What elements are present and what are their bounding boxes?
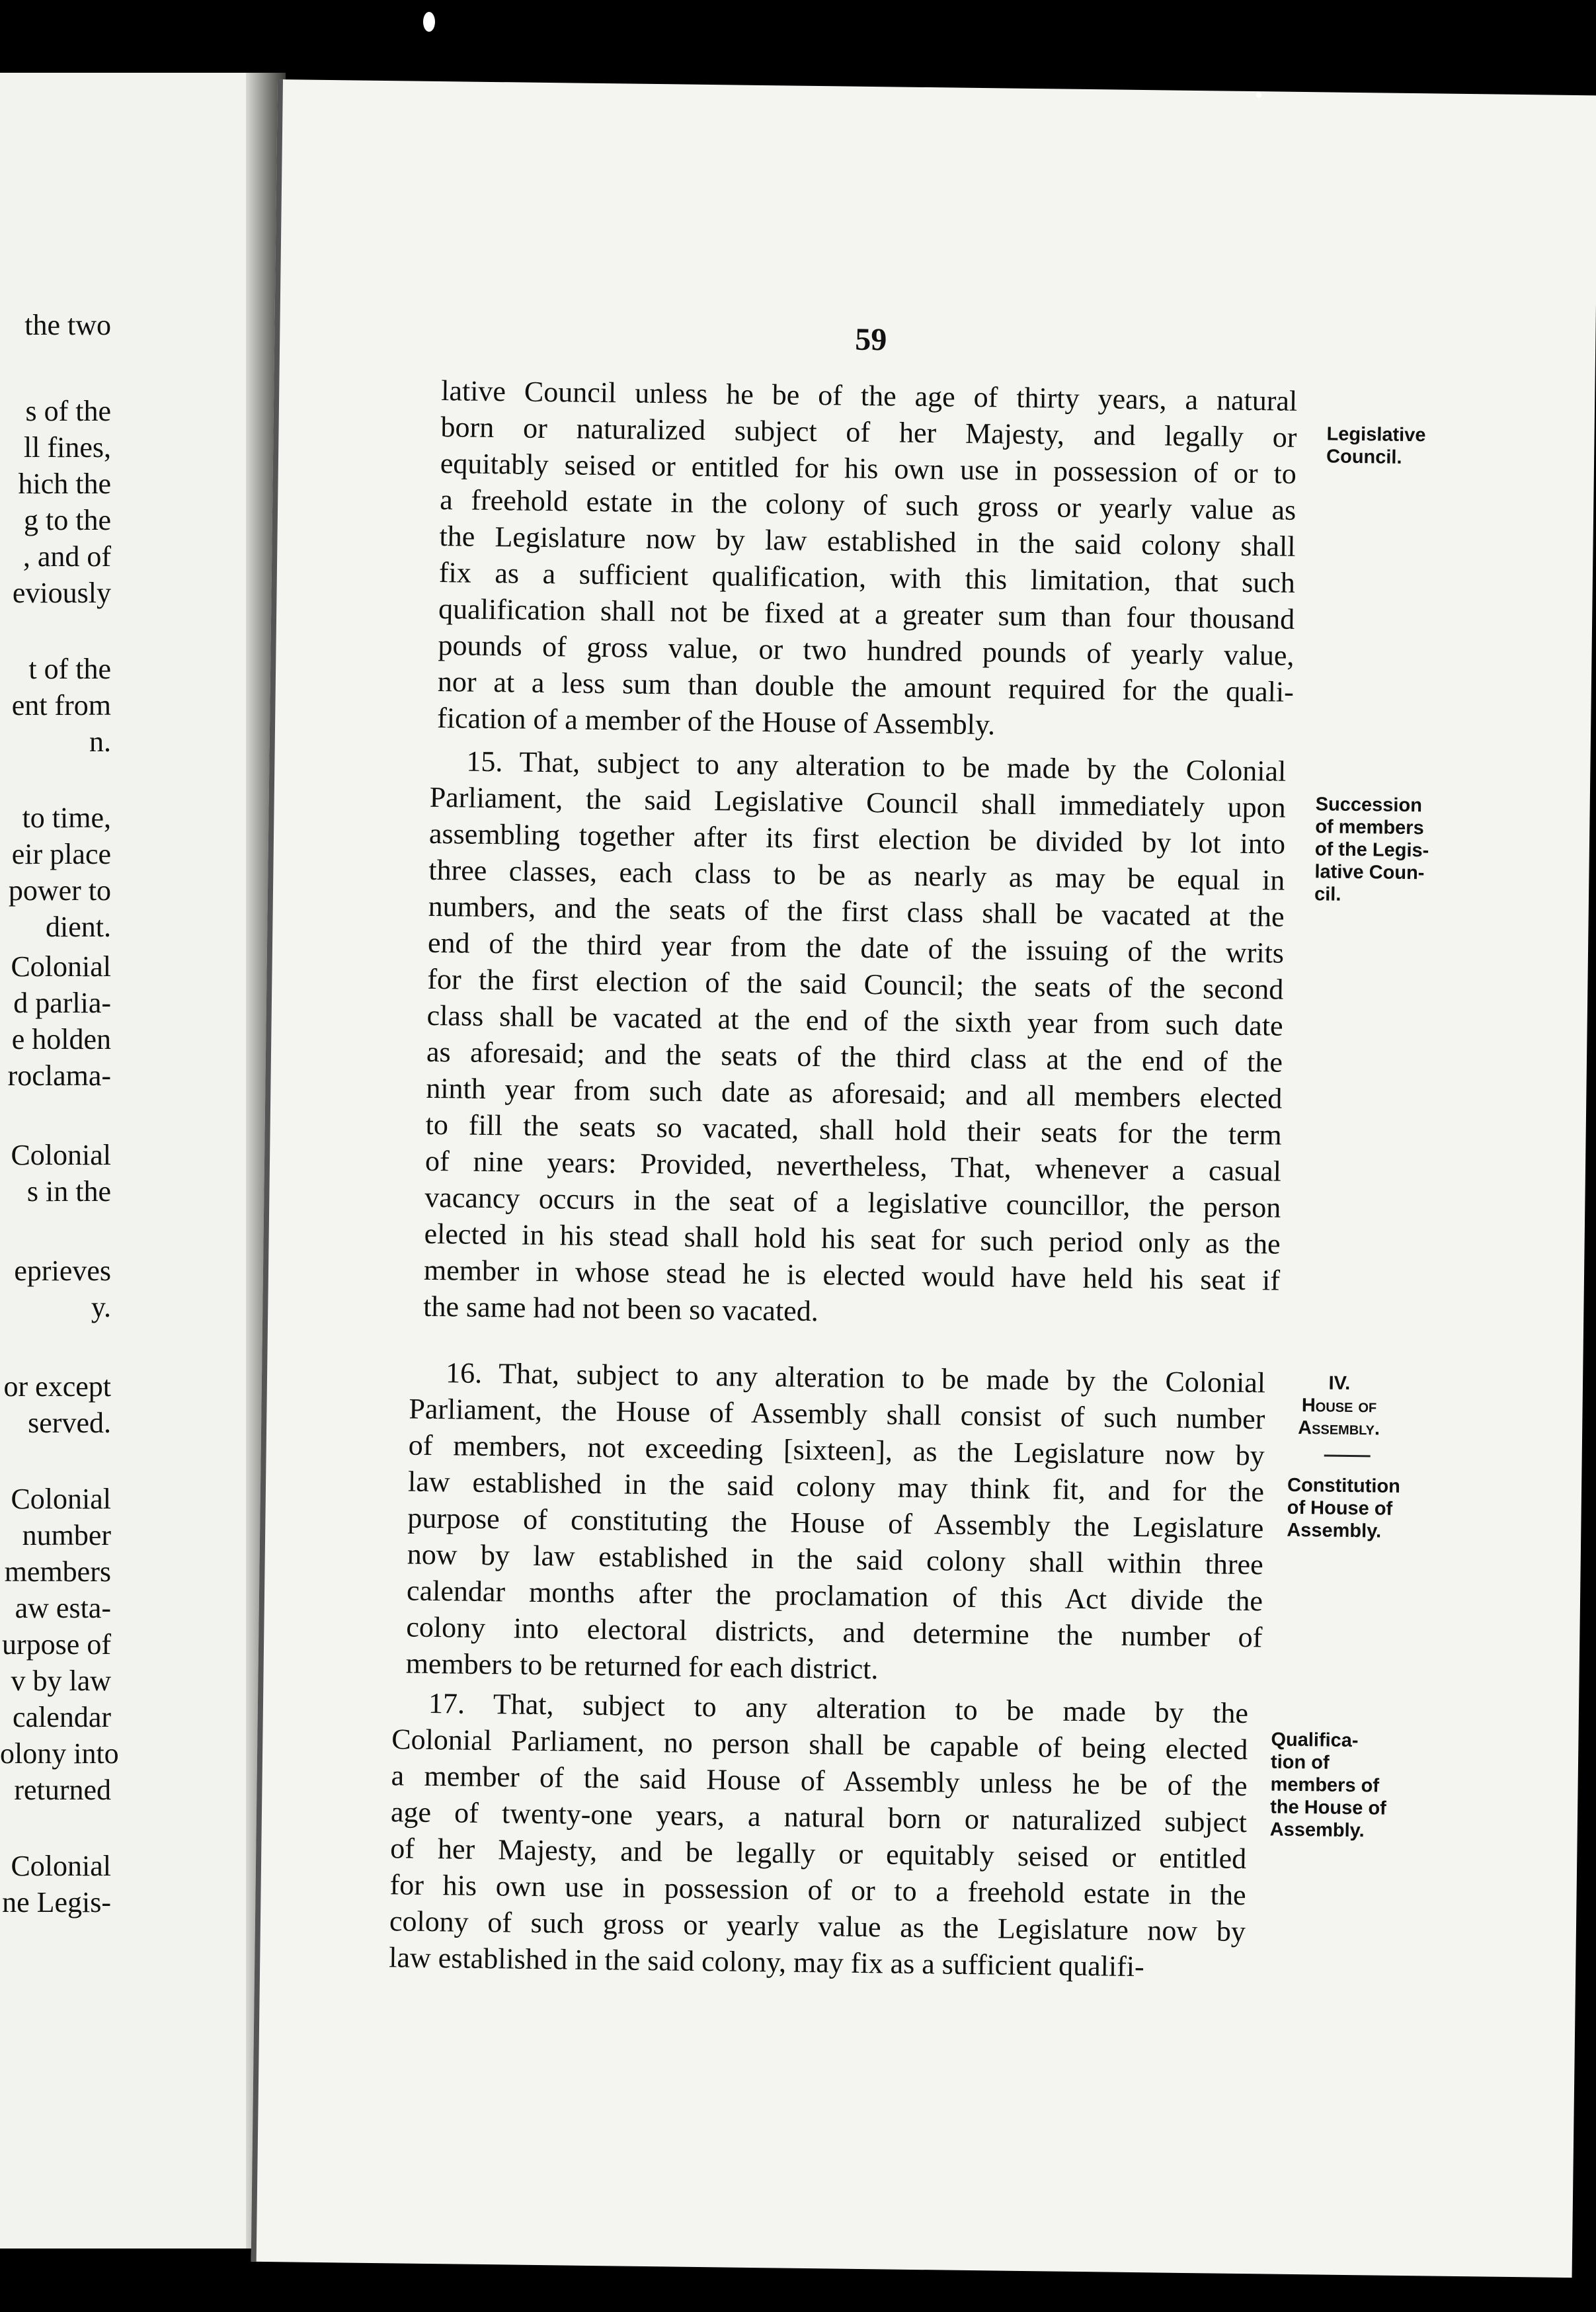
left-page-line: roclama- — [7, 1059, 111, 1092]
left-page-line: Colonial — [11, 950, 111, 983]
left-page-line: Colonial — [11, 1139, 111, 1171]
left-page-line: power to — [8, 874, 111, 907]
left-page-line: Colonial — [11, 1483, 111, 1515]
margin-note-constitution — [1287, 1474, 1400, 1543]
left-page-line: , and of — [22, 540, 111, 573]
margin-note-line: Succession — [1315, 794, 1423, 817]
text-line: the Legislature now by law established in the said colony shall — [439, 520, 1296, 563]
left-page-line: or except — [3, 1370, 111, 1403]
right-page — [251, 79, 1596, 2278]
left-page — [0, 73, 278, 2249]
page-number: 59 — [854, 321, 887, 358]
text-line: of members, not exceeding [sixteen], as the Legislature now by — [408, 1428, 1265, 1472]
scan-speck — [423, 12, 435, 32]
margin-note-line: Constitution — [1287, 1474, 1401, 1497]
margin-note-line: Assembly. — [1298, 1417, 1380, 1440]
text-line: a freehold estate in the colony of such gross or yearly value as — [439, 483, 1297, 526]
paragraph-16 — [405, 1354, 1265, 1692]
margin-note-line: Qualifica- — [1271, 1729, 1359, 1752]
text-line: a member of the said House of Assembly unless he be of the — [391, 1759, 1248, 1803]
text-line: assembling together after its first election be divided by lot into — [428, 817, 1286, 860]
margin-note-qualification — [1270, 1729, 1388, 1842]
text-line: 15. That, subject to any alteration to be made by the Colonial — [466, 745, 1287, 788]
text-line: pounds of gross value, or two hundred pounds of yearly value, — [438, 629, 1295, 672]
left-page-line: returned — [14, 1774, 111, 1806]
margin-note-line: tion of — [1270, 1751, 1330, 1774]
margin-note-divider — [1324, 1454, 1371, 1457]
margin-note-line: the House of — [1269, 1796, 1387, 1819]
text-line: now by law established in the said colony shall within three — [407, 1538, 1263, 1581]
left-page-line: aw esta- — [15, 1592, 111, 1624]
paragraph-14-continued — [437, 372, 1298, 747]
scan-speck — [1256, 93, 1261, 98]
left-page-line: v by law — [11, 1665, 111, 1697]
text-line: colony into electoral districts, and determine the number of — [406, 1610, 1263, 1654]
text-line: members to be returned for each district. — [405, 1647, 879, 1686]
text-line: lative Council unless he be of the age of thirty years, a natural — [440, 374, 1298, 417]
text-line: born or naturalized subject of her Majesty, and legally or — [440, 411, 1297, 454]
left-page-line: urpose of — [2, 1628, 111, 1661]
margin-note-line: House of — [1301, 1395, 1377, 1417]
text-line: Colonial Parliament, no person shall be capable of being elected — [391, 1723, 1248, 1766]
left-page-line: eviously — [12, 577, 111, 609]
left-page-line: eprieves — [14, 1255, 111, 1287]
text-line: numbers, and the seats of the first class shall be vacated at the — [428, 889, 1285, 933]
text-line: 16. That, subject to any alteration to be made by the Colonial — [445, 1356, 1266, 1399]
left-page-line: ll fines, — [24, 431, 111, 464]
left-page-line: hich the — [18, 468, 111, 500]
left-page-line: eir place — [11, 838, 111, 870]
text-line: 17. That, subject to any alteration to be made by the — [428, 1686, 1249, 1730]
text-line: Parliament, the House of Assembly shall consist of such number — [409, 1392, 1265, 1436]
left-page-line: g to the — [24, 504, 111, 536]
left-page-line: ne Legis- — [2, 1886, 111, 1919]
margin-note-line: of members — [1315, 816, 1424, 839]
margin-note-line: IV. — [1328, 1372, 1351, 1394]
text-line: qualification shall not be fixed at a greater sum than four thousand — [438, 593, 1295, 636]
left-page-line: t of the — [28, 653, 111, 685]
text-line: nor at a less sum than double the amount required for the quali- — [437, 665, 1295, 708]
paragraph-17 — [389, 1684, 1248, 1986]
margin-note-succession — [1314, 793, 1429, 907]
text-line: as aforesaid; and the seats of the third class at the end of the — [426, 1035, 1283, 1079]
text-line: of nine years: Provided, nevertheless, That, whenever a casual — [424, 1144, 1282, 1188]
text-line: to fill the seats so vacated, shall hold their seats for the term — [425, 1108, 1282, 1151]
left-page-line: olony into — [0, 1737, 119, 1770]
text-line: calendar months after the proclamation of this Act divide the — [406, 1574, 1263, 1618]
margin-note-line: cil. — [1314, 884, 1341, 905]
left-page-line: to time, — [22, 802, 111, 834]
text-line: Parliament, the said Legislative Council shall immediately upon — [429, 780, 1286, 824]
text-line: fix as a sufficient qualification, with this limitation, that such — [438, 556, 1296, 599]
text-line: law established in the said colony, may fix as a sufficient qualifi- — [389, 1941, 1145, 1983]
text-line: member in whose stead he is elected would have held his seat if — [423, 1253, 1281, 1297]
text-line: for the first election of the said Council; the seats of the second — [427, 962, 1284, 1006]
paragraph-15 — [423, 743, 1287, 1335]
left-page-line: s of the — [25, 395, 111, 427]
margin-note-line: Assembly. — [1269, 1819, 1365, 1842]
left-page-line: served. — [28, 1407, 111, 1439]
margin-note-line: members of — [1270, 1774, 1380, 1797]
margin-note-line: Legislative — [1326, 423, 1426, 446]
left-page-line: the two — [24, 309, 111, 341]
left-page-line: e holden — [11, 1023, 111, 1055]
left-page-line: s in the — [26, 1175, 111, 1208]
text-line: age of twenty-one years, a natural born or naturalized subject — [390, 1796, 1248, 1839]
left-page-line: dient. — [46, 911, 111, 943]
text-line: elected in his stead shall hold his seat for such period only as the — [424, 1217, 1281, 1260]
left-page-line: ent from — [11, 689, 111, 722]
text-line: three classes, each class to be as nearly as may be equal in — [428, 853, 1285, 897]
left-page-line: number — [22, 1519, 111, 1551]
text-line: for his own use in possession of or to a freehold estate in the — [389, 1868, 1246, 1912]
text-line: fication of a member of the House of Assembly. — [436, 702, 996, 741]
text-line: vacancy occurs in the seat of a legislative councillor, the person — [424, 1180, 1281, 1224]
text-line: equitably seised or entitled for his own use in possession of or to — [440, 447, 1297, 490]
margin-note-part-iv-house-of-assembly — [1298, 1372, 1380, 1440]
margin-note-legislative-council — [1326, 423, 1426, 469]
left-page-line: y. — [91, 1291, 111, 1323]
left-page-line: Colonial — [11, 1850, 111, 1882]
text-line: purpose of constituting the House of Assembly the Legislature — [407, 1501, 1264, 1545]
text-line: class shall be vacated at the end of the sixth year from such date — [426, 999, 1283, 1042]
margin-note-line: Assembly. — [1287, 1519, 1382, 1542]
margin-note-line: lative Coun- — [1314, 861, 1425, 884]
left-page-line: members — [4, 1555, 111, 1588]
margin-note-line: Council. — [1326, 446, 1402, 468]
left-page-line: calendar — [13, 1701, 111, 1733]
margin-note-line: of House of — [1287, 1497, 1393, 1520]
text-line: ninth year from such date as aforesaid; and all members elected — [426, 1071, 1283, 1115]
margin-note-line: of the Legis- — [1314, 839, 1429, 862]
left-page-line: d parlia- — [13, 987, 111, 1019]
text-line: law established in the said colony may think fit, and for the — [407, 1465, 1265, 1508]
text-line: colony of such gross or yearly value as the Legislature now by — [389, 1905, 1246, 1948]
left-page-line: n. — [89, 725, 111, 758]
text-line: end of the third year from the date of the issuing of the writs — [427, 926, 1285, 970]
text-line: the same had not been so vacated. — [423, 1290, 819, 1328]
text-line: of her Majesty, and be legally or equitably seised or entitled — [390, 1832, 1247, 1876]
